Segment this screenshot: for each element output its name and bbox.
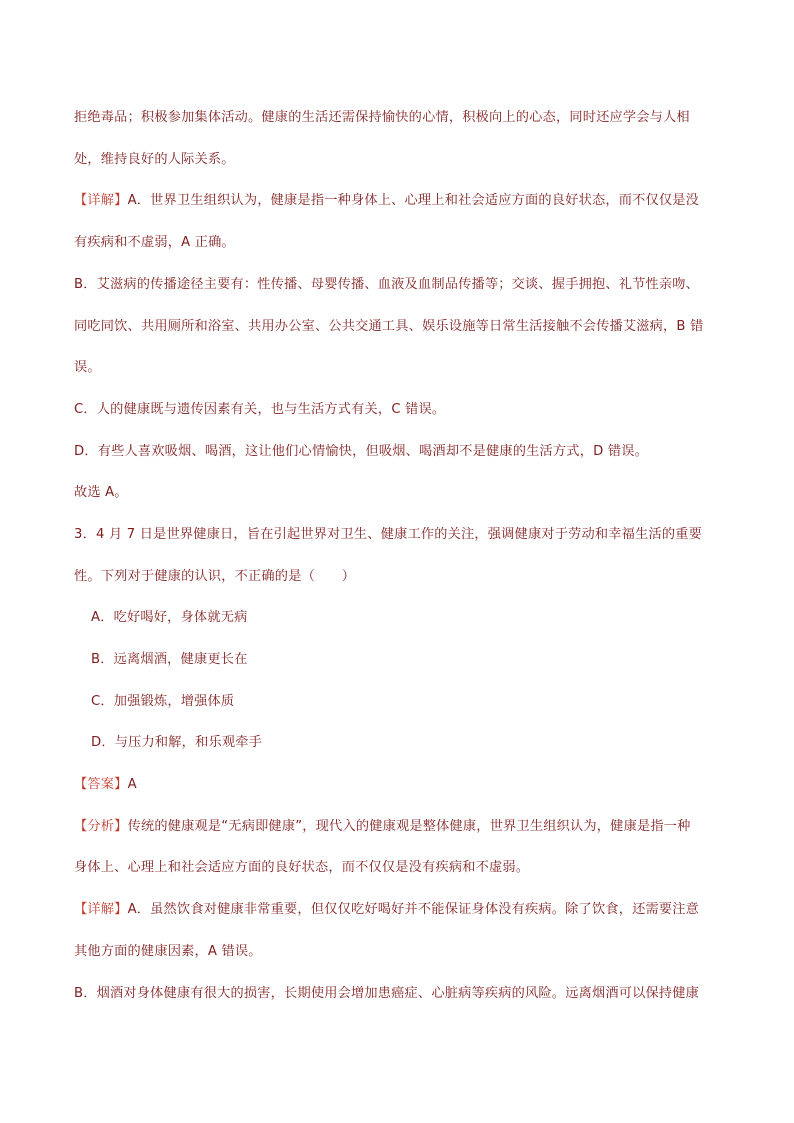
question-line: 3．4 月 7 日是世界健康日，旨在引起世界对卫生、健康工作的关注，强调健康对于劳动和幸福生活的重要 [74,527,702,542]
option-b: B．远离烟酒，健康更长在 [91,652,248,667]
paragraph-line: D．有些人喜欢吸烟、喝酒，这让他们心情愉快，但吸烟、喝酒却不是健康的生活方式，D 错误。 [74,444,648,459]
paragraph-line: 有疾病和不虚弱，A 正确。 [74,235,235,250]
option-c: C．加强锻炼，增强体质 [91,694,235,709]
answer-tag: 【答案】 [74,777,128,792]
question-line: 性。下列对于健康的认识，不正确的是（ ） [74,569,356,584]
explanation-tag: 【详解】 [74,193,128,208]
paragraph-line: B．烟酒对身体健康有很大的损害，长期使用会增加患癌症、心脏病等疾病的风险。远离烟酒可以保持健康 [74,986,700,1001]
explanation-tag: 【详解】 [74,902,128,917]
paragraph-line: 处，维持良好的人际关系。 [74,152,235,167]
explanation-line: 【详解】A．虽然饮食对健康非常重要，但仅仅吃好喝好并不能保证身体没有疾病。除了饮食，还需要注意 [74,902,700,917]
paragraph-line: 其他方面的健康因素，A 错误。 [74,944,262,959]
option-d: D．与压力和解，和乐观牵手 [91,735,263,750]
paragraph-line: 身体上、心理上和社会适应方面的良好状态，而不仅仅是没有疾病和不虚弱。 [74,860,530,875]
paragraph-line: 故选 A。 [74,485,128,500]
explanation-line: 【详解】A．世界卫生组织认为，健康是指一种身体上、心理上和社会适应方面的良好状态，而不仅仅是没 [74,193,700,208]
option-a: A．吃好喝好，身体就无病 [91,610,248,625]
paragraph-line: 拒绝毒品；积极参加集体活动。健康的生活还需保持愉快的心情，积极向上的心态，同时还应学会与人相 [74,110,690,125]
paragraph-line: B．艾滋病的传播途径主要有：性传播、母婴传播、血液及血制品传播等；交谈、握手拥抱、礼节性亲吻、 [74,277,700,292]
paragraph-line: 误。 [74,360,101,375]
answer-line: 【答案】A [74,777,137,792]
analysis-line: 【分析】传统的健康观是“无病即健康”，现代入的健康观是整体健康，世界卫生组织认为，健康是指一种 [74,819,691,834]
paragraph-line: 同吃同饮、共用厕所和浴室、共用办公室、公共交通工具、娱乐设施等日常生活接触不会传播艾滋病，B 错 [74,319,704,334]
paragraph-line: C．人的健康既与遗传因素有关，也与生活方式有关，C 错误。 [74,402,446,417]
analysis-tag: 【分析】 [74,819,128,834]
